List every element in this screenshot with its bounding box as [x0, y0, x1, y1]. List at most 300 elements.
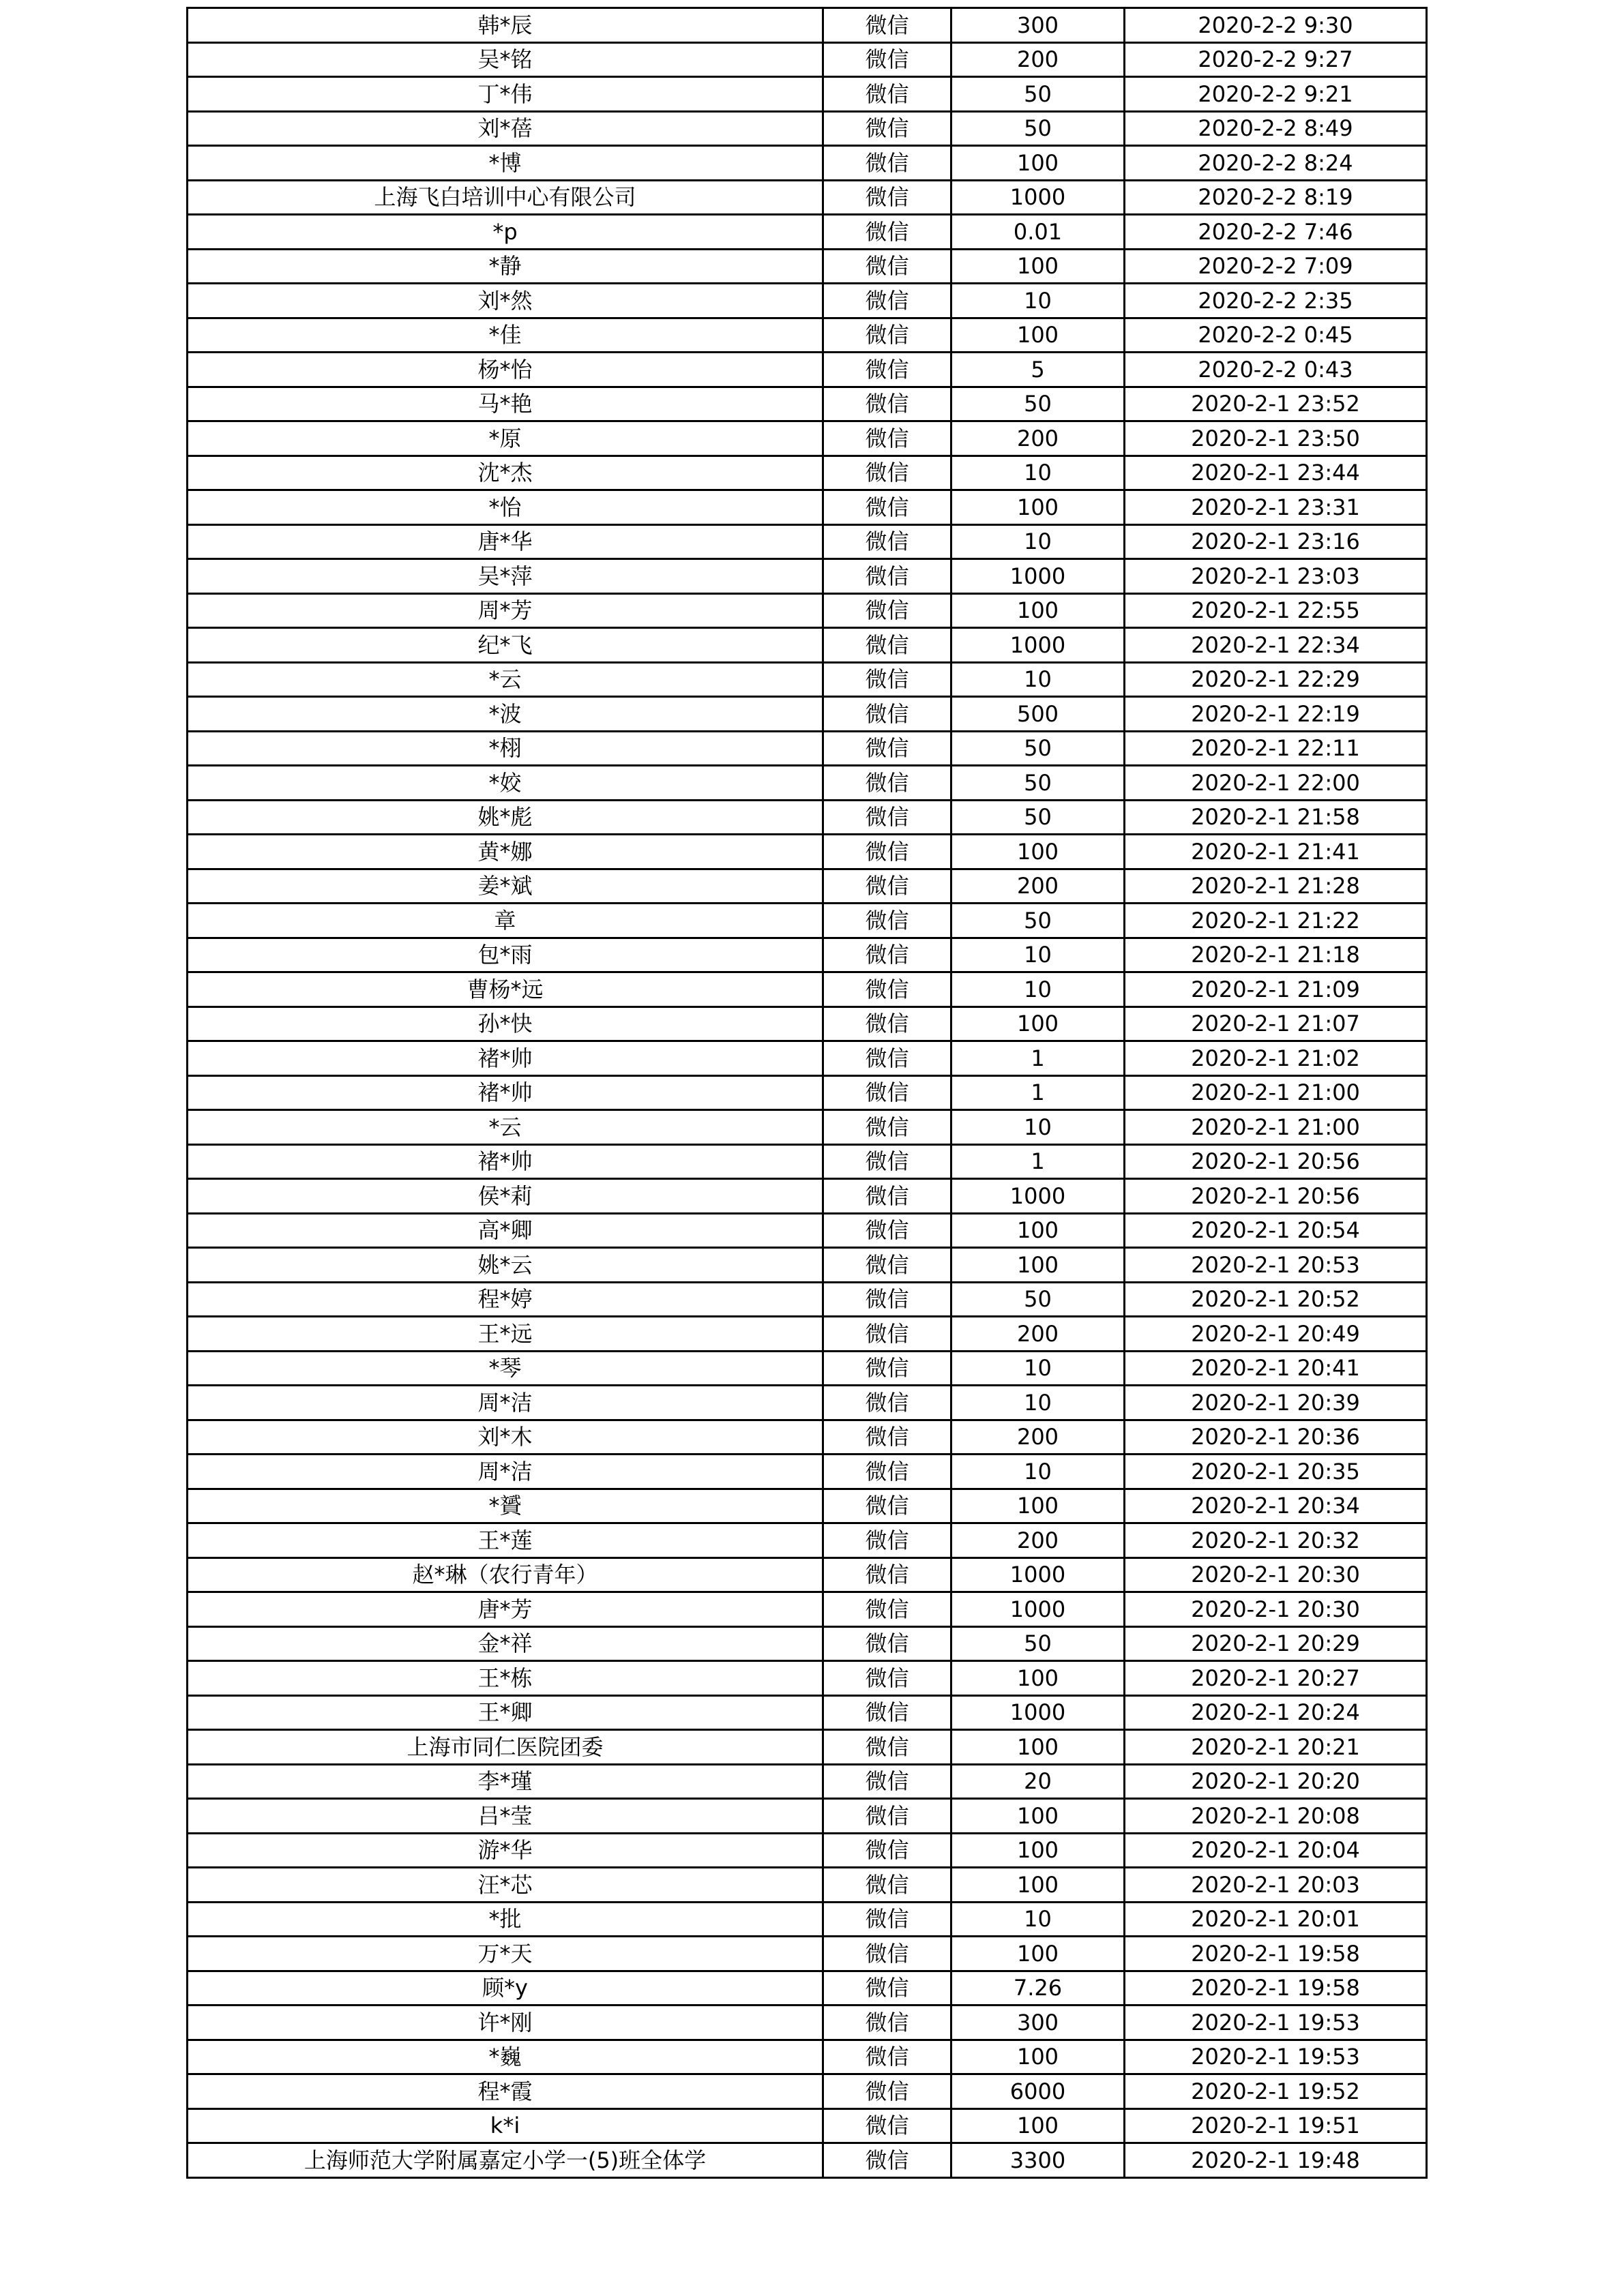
table-row [188, 524, 1427, 559]
payment-method-cell: 微信 [823, 1420, 951, 1455]
donor-name-cell: 章 [188, 904, 823, 938]
donor-name-cell: k*i [188, 2108, 823, 2143]
donor-name-cell: 王*远 [188, 1317, 823, 1352]
payment-method-cell: 微信 [823, 662, 951, 697]
payment-method-cell: 微信 [823, 1248, 951, 1283]
table-row [188, 146, 1427, 181]
payment-method-cell: 微信 [823, 524, 951, 559]
table-row [188, 593, 1427, 628]
amount-cell: 10 [951, 938, 1125, 972]
table-row [188, 972, 1427, 1007]
payment-method-cell: 微信 [823, 1868, 951, 1903]
table-row [188, 904, 1427, 938]
donor-name-cell: 马*艳 [188, 387, 823, 421]
timestamp-cell: 2020-2-1 20:39 [1125, 1386, 1427, 1420]
table-row [188, 1937, 1427, 1971]
amount-cell: 5 [951, 353, 1125, 387]
table-row [188, 421, 1427, 456]
table-row [188, 456, 1427, 490]
table-row [188, 1730, 1427, 1765]
timestamp-cell: 2020-2-1 21:18 [1125, 938, 1427, 972]
amount-cell: 1000 [951, 180, 1125, 215]
table-row [188, 835, 1427, 869]
amount-cell: 10 [951, 1351, 1125, 1386]
payment-method-cell: 微信 [823, 1799, 951, 1834]
timestamp-cell: 2020-2-1 20:56 [1125, 1144, 1427, 1179]
donor-name-cell: 上海市同仁医院团委 [188, 1730, 823, 1765]
table-row [188, 1971, 1427, 2006]
amount-cell: 20 [951, 1764, 1125, 1799]
table-row [188, 1041, 1427, 1076]
payment-method-cell: 微信 [823, 1902, 951, 1937]
payment-method-cell: 微信 [823, 835, 951, 869]
donor-name-cell: 刘*蓓 [188, 111, 823, 146]
timestamp-cell: 2020-2-1 21:07 [1125, 1007, 1427, 1041]
amount-cell: 50 [951, 111, 1125, 146]
donor-name-cell: *p [188, 215, 823, 250]
payment-method-cell: 微信 [823, 1764, 951, 1799]
payment-method-cell: 微信 [823, 353, 951, 387]
donor-name-cell: *云 [188, 662, 823, 697]
payment-method-cell: 微信 [823, 1592, 951, 1627]
payment-method-cell: 微信 [823, 1179, 951, 1214]
donor-name-cell: 吴*萍 [188, 559, 823, 594]
donor-name-cell: 王*栋 [188, 1661, 823, 1696]
payment-method-cell: 微信 [823, 628, 951, 663]
payment-method-cell: 微信 [823, 318, 951, 353]
amount-cell: 10 [951, 1110, 1125, 1145]
donor-name-cell: 顾*y [188, 1971, 823, 2006]
table-row [188, 318, 1427, 353]
table-row [188, 1695, 1427, 1730]
amount-cell: 100 [951, 593, 1125, 628]
timestamp-cell: 2020-2-2 7:09 [1125, 249, 1427, 284]
payment-method-cell: 微信 [823, 1213, 951, 1248]
table-row [188, 1213, 1427, 1248]
donor-name-cell: 唐*华 [188, 524, 823, 559]
timestamp-cell: 2020-2-1 20:27 [1125, 1661, 1427, 1696]
payment-method-cell: 微信 [823, 1833, 951, 1868]
amount-cell: 7.26 [951, 1971, 1125, 2006]
table-row [188, 2040, 1427, 2074]
payment-method-cell: 微信 [823, 800, 951, 835]
amount-cell: 500 [951, 697, 1125, 732]
table-row [188, 1282, 1427, 1317]
payment-method-cell: 微信 [823, 766, 951, 801]
payment-method-cell: 微信 [823, 1455, 951, 1489]
timestamp-cell: 2020-2-1 20:56 [1125, 1179, 1427, 1214]
amount-cell: 100 [951, 249, 1125, 284]
table-row [188, 2108, 1427, 2143]
donor-name-cell: 姜*斌 [188, 869, 823, 904]
payment-method-cell: 微信 [823, 421, 951, 456]
donor-name-cell: 姚*云 [188, 1248, 823, 1283]
amount-cell: 100 [951, 1661, 1125, 1696]
timestamp-cell: 2020-2-1 19:52 [1125, 2074, 1427, 2109]
timestamp-cell: 2020-2-1 20:29 [1125, 1626, 1427, 1661]
payment-method-cell: 微信 [823, 1386, 951, 1420]
amount-cell: 50 [951, 800, 1125, 835]
table-row [188, 800, 1427, 835]
donor-name-cell: 汪*芯 [188, 1868, 823, 1903]
amount-cell: 100 [951, 146, 1125, 181]
table-row [188, 1248, 1427, 1283]
donor-name-cell: *贇 [188, 1489, 823, 1523]
donor-name-cell: *怡 [188, 490, 823, 525]
amount-cell: 50 [951, 77, 1125, 112]
donor-name-cell: 周*洁 [188, 1386, 823, 1420]
payment-method-cell: 微信 [823, 1351, 951, 1386]
amount-cell: 100 [951, 1007, 1125, 1041]
amount-cell: 1 [951, 1075, 1125, 1110]
donor-name-cell: *批 [188, 1902, 823, 1937]
timestamp-cell: 2020-2-1 22:55 [1125, 593, 1427, 628]
timestamp-cell: 2020-2-1 23:50 [1125, 421, 1427, 456]
payment-method-cell: 微信 [823, 111, 951, 146]
payment-method-cell: 微信 [823, 1557, 951, 1592]
timestamp-cell: 2020-2-2 2:35 [1125, 284, 1427, 318]
timestamp-cell: 2020-2-2 9:30 [1125, 8, 1427, 43]
donor-name-cell: *佳 [188, 318, 823, 353]
timestamp-cell: 2020-2-1 21:28 [1125, 869, 1427, 904]
amount-cell: 100 [951, 318, 1125, 353]
payment-method-cell: 微信 [823, 1282, 951, 1317]
table-row [188, 2006, 1427, 2040]
payment-method-cell: 微信 [823, 731, 951, 766]
payment-method-cell: 微信 [823, 1626, 951, 1661]
table-row [188, 1420, 1427, 1455]
donor-name-cell: 黄*娜 [188, 835, 823, 869]
table-row [188, 249, 1427, 284]
timestamp-cell: 2020-2-1 20:34 [1125, 1489, 1427, 1523]
timestamp-cell: 2020-2-1 20:35 [1125, 1455, 1427, 1489]
table-row [188, 1317, 1427, 1352]
payment-method-cell: 微信 [823, 869, 951, 904]
payment-method-cell: 微信 [823, 1041, 951, 1076]
amount-cell: 10 [951, 662, 1125, 697]
donor-name-cell: 金*祥 [188, 1626, 823, 1661]
timestamp-cell: 2020-2-1 20:01 [1125, 1902, 1427, 1937]
timestamp-cell: 2020-2-1 23:16 [1125, 524, 1427, 559]
timestamp-cell: 2020-2-1 20:08 [1125, 1799, 1427, 1834]
payment-method-cell: 微信 [823, 2108, 951, 2143]
timestamp-cell: 2020-2-1 22:29 [1125, 662, 1427, 697]
timestamp-cell: 2020-2-2 9:21 [1125, 77, 1427, 112]
amount-cell: 300 [951, 8, 1125, 43]
amount-cell: 200 [951, 421, 1125, 456]
donor-name-cell: 程*霞 [188, 2074, 823, 2109]
donor-name-cell: *博 [188, 146, 823, 181]
table-row [188, 1110, 1427, 1145]
payment-method-cell: 微信 [823, 456, 951, 490]
donor-name-cell: 侯*莉 [188, 1179, 823, 1214]
donor-name-cell: 刘*然 [188, 284, 823, 318]
payment-method-cell: 微信 [823, 2074, 951, 2109]
donor-name-cell: *静 [188, 249, 823, 284]
timestamp-cell: 2020-2-1 20:49 [1125, 1317, 1427, 1352]
timestamp-cell: 2020-2-1 19:58 [1125, 1971, 1427, 2006]
amount-cell: 100 [951, 1868, 1125, 1903]
payment-method-cell: 微信 [823, 972, 951, 1007]
donor-name-cell: 万*天 [188, 1937, 823, 1971]
donor-name-cell: 褚*帅 [188, 1075, 823, 1110]
donor-name-cell: 程*婷 [188, 1282, 823, 1317]
donor-name-cell: *波 [188, 697, 823, 732]
table-row [188, 662, 1427, 697]
amount-cell: 1000 [951, 628, 1125, 663]
amount-cell: 100 [951, 1730, 1125, 1765]
payment-method-cell: 微信 [823, 1007, 951, 1041]
timestamp-cell: 2020-2-1 21:00 [1125, 1075, 1427, 1110]
payment-method-cell: 微信 [823, 77, 951, 112]
amount-cell: 100 [951, 1248, 1125, 1283]
amount-cell: 100 [951, 835, 1125, 869]
payment-method-cell: 微信 [823, 215, 951, 250]
donor-name-cell: 王*莲 [188, 1523, 823, 1558]
timestamp-cell: 2020-2-1 23:03 [1125, 559, 1427, 594]
timestamp-cell: 2020-2-1 21:41 [1125, 835, 1427, 869]
table-row [188, 766, 1427, 801]
table-row [188, 1351, 1427, 1386]
donor-name-cell: 李*瑾 [188, 1764, 823, 1799]
donor-name-cell: 包*雨 [188, 938, 823, 972]
amount-cell: 100 [951, 2108, 1125, 2143]
amount-cell: 100 [951, 1213, 1125, 1248]
amount-cell: 3300 [951, 2143, 1125, 2178]
donation-table-body [188, 8, 1427, 2178]
payment-method-cell: 微信 [823, 593, 951, 628]
amount-cell: 50 [951, 387, 1125, 421]
donor-name-cell: 上海师范大学附属嘉定小学一(5)班全体学 [188, 2143, 823, 2178]
table-row [188, 938, 1427, 972]
timestamp-cell: 2020-2-1 20:54 [1125, 1213, 1427, 1248]
timestamp-cell: 2020-2-1 22:00 [1125, 766, 1427, 801]
donor-name-cell: *栩 [188, 731, 823, 766]
timestamp-cell: 2020-2-1 23:31 [1125, 490, 1427, 525]
amount-cell: 1000 [951, 1557, 1125, 1592]
timestamp-cell: 2020-2-1 20:30 [1125, 1592, 1427, 1627]
table-row [188, 1799, 1427, 1834]
table-row [188, 1592, 1427, 1627]
timestamp-cell: 2020-2-1 23:52 [1125, 387, 1427, 421]
table-row [188, 2074, 1427, 2109]
payment-method-cell: 微信 [823, 1695, 951, 1730]
timestamp-cell: 2020-2-1 19:53 [1125, 2040, 1427, 2074]
donor-name-cell: 上海飞白培训中心有限公司 [188, 180, 823, 215]
payment-method-cell: 微信 [823, 697, 951, 732]
amount-cell: 50 [951, 1626, 1125, 1661]
payment-method-cell: 微信 [823, 1937, 951, 1971]
payment-method-cell: 微信 [823, 2040, 951, 2074]
payment-method-cell: 微信 [823, 1317, 951, 1352]
amount-cell: 1000 [951, 559, 1125, 594]
donor-name-cell: 姚*彪 [188, 800, 823, 835]
table-row [188, 2143, 1427, 2178]
table-row [188, 1489, 1427, 1523]
donor-name-cell: 丁*伟 [188, 77, 823, 112]
timestamp-cell: 2020-2-1 19:51 [1125, 2108, 1427, 2143]
donor-name-cell: 吴*铭 [188, 42, 823, 77]
table-row [188, 180, 1427, 215]
payment-method-cell: 微信 [823, 2006, 951, 2040]
table-row [188, 284, 1427, 318]
donor-name-cell: *云 [188, 1110, 823, 1145]
timestamp-cell: 2020-2-1 20:52 [1125, 1282, 1427, 1317]
payment-method-cell: 微信 [823, 284, 951, 318]
payment-method-cell: 微信 [823, 904, 951, 938]
payment-method-cell: 微信 [823, 387, 951, 421]
payment-method-cell: 微信 [823, 938, 951, 972]
timestamp-cell: 2020-2-1 21:02 [1125, 1041, 1427, 1076]
table-row [188, 353, 1427, 387]
timestamp-cell: 2020-2-1 20:36 [1125, 1420, 1427, 1455]
amount-cell: 10 [951, 524, 1125, 559]
timestamp-cell: 2020-2-1 20:32 [1125, 1523, 1427, 1558]
timestamp-cell: 2020-2-1 21:22 [1125, 904, 1427, 938]
donor-name-cell: 曹杨*远 [188, 972, 823, 1007]
timestamp-cell: 2020-2-1 20:03 [1125, 1868, 1427, 1903]
amount-cell: 10 [951, 1902, 1125, 1937]
amount-cell: 200 [951, 869, 1125, 904]
timestamp-cell: 2020-2-2 7:46 [1125, 215, 1427, 250]
timestamp-cell: 2020-2-1 19:53 [1125, 2006, 1427, 2040]
amount-cell: 100 [951, 490, 1125, 525]
table-row [188, 1007, 1427, 1041]
table-row [188, 1455, 1427, 1489]
table-row [188, 559, 1427, 594]
payment-method-cell: 微信 [823, 1489, 951, 1523]
donor-name-cell: 褚*帅 [188, 1144, 823, 1179]
amount-cell: 200 [951, 1317, 1125, 1352]
table-row [188, 1868, 1427, 1903]
donor-name-cell: 韩*辰 [188, 8, 823, 43]
amount-cell: 100 [951, 1799, 1125, 1834]
amount-cell: 50 [951, 766, 1125, 801]
payment-method-cell: 微信 [823, 1971, 951, 2006]
table-row [188, 1386, 1427, 1420]
donor-name-cell: 刘*木 [188, 1420, 823, 1455]
timestamp-cell: 2020-2-1 20:30 [1125, 1557, 1427, 1592]
table-row [188, 1902, 1427, 1937]
amount-cell: 1 [951, 1041, 1125, 1076]
amount-cell: 50 [951, 904, 1125, 938]
table-row [188, 490, 1427, 525]
timestamp-cell: 2020-2-1 19:48 [1125, 2143, 1427, 2178]
timestamp-cell: 2020-2-2 9:27 [1125, 42, 1427, 77]
timestamp-cell: 2020-2-1 20:21 [1125, 1730, 1427, 1765]
timestamp-cell: 2020-2-2 8:24 [1125, 146, 1427, 181]
amount-cell: 10 [951, 284, 1125, 318]
donor-name-cell: *姣 [188, 766, 823, 801]
amount-cell: 50 [951, 1282, 1125, 1317]
amount-cell: 200 [951, 1420, 1125, 1455]
donor-name-cell: 高*卿 [188, 1213, 823, 1248]
timestamp-cell: 2020-2-1 20:04 [1125, 1833, 1427, 1868]
payment-method-cell: 微信 [823, 2143, 951, 2178]
donor-name-cell: 唐*芳 [188, 1592, 823, 1627]
donor-name-cell: 吕*莹 [188, 1799, 823, 1834]
timestamp-cell: 2020-2-1 22:11 [1125, 731, 1427, 766]
amount-cell: 10 [951, 456, 1125, 490]
donation-table [186, 7, 1428, 2179]
payment-method-cell: 微信 [823, 1661, 951, 1696]
amount-cell: 300 [951, 2006, 1125, 2040]
timestamp-cell: 2020-2-1 20:53 [1125, 1248, 1427, 1283]
payment-method-cell: 微信 [823, 559, 951, 594]
table-row [188, 387, 1427, 421]
table-row [188, 42, 1427, 77]
donor-name-cell: 沈*杰 [188, 456, 823, 490]
table-row [188, 1144, 1427, 1179]
amount-cell: 100 [951, 1833, 1125, 1868]
amount-cell: 1000 [951, 1695, 1125, 1730]
timestamp-cell: 2020-2-2 8:49 [1125, 111, 1427, 146]
timestamp-cell: 2020-2-1 20:20 [1125, 1764, 1427, 1799]
payment-method-cell: 微信 [823, 1075, 951, 1110]
donor-name-cell: 杨*怡 [188, 353, 823, 387]
amount-cell: 10 [951, 1455, 1125, 1489]
amount-cell: 100 [951, 1937, 1125, 1971]
table-row [188, 8, 1427, 43]
donor-name-cell: 许*刚 [188, 2006, 823, 2040]
table-row [188, 1661, 1427, 1696]
amount-cell: 1000 [951, 1592, 1125, 1627]
timestamp-cell: 2020-2-1 20:41 [1125, 1351, 1427, 1386]
amount-cell: 100 [951, 1489, 1125, 1523]
table-row [188, 1764, 1427, 1799]
amount-cell: 10 [951, 1386, 1125, 1420]
donor-name-cell: *巍 [188, 2040, 823, 2074]
donor-name-cell: 纪*飞 [188, 628, 823, 663]
table-row [188, 111, 1427, 146]
payment-method-cell: 微信 [823, 8, 951, 43]
amount-cell: 0.01 [951, 215, 1125, 250]
timestamp-cell: 2020-2-1 23:44 [1125, 456, 1427, 490]
table-row [188, 697, 1427, 732]
donation-table-container [186, 7, 1426, 2179]
table-row [188, 628, 1427, 663]
amount-cell: 6000 [951, 2074, 1125, 2109]
payment-method-cell: 微信 [823, 490, 951, 525]
timestamp-cell: 2020-2-2 0:45 [1125, 318, 1427, 353]
table-row [188, 731, 1427, 766]
donor-name-cell: *原 [188, 421, 823, 456]
payment-method-cell: 微信 [823, 42, 951, 77]
payment-method-cell: 微信 [823, 146, 951, 181]
amount-cell: 1 [951, 1144, 1125, 1179]
timestamp-cell: 2020-2-1 21:09 [1125, 972, 1427, 1007]
amount-cell: 200 [951, 1523, 1125, 1558]
donor-name-cell: *琴 [188, 1351, 823, 1386]
donor-name-cell: 赵*琳（农行青年） [188, 1557, 823, 1592]
timestamp-cell: 2020-2-1 22:34 [1125, 628, 1427, 663]
timestamp-cell: 2020-2-2 0:43 [1125, 353, 1427, 387]
amount-cell: 10 [951, 972, 1125, 1007]
timestamp-cell: 2020-2-1 21:58 [1125, 800, 1427, 835]
payment-method-cell: 微信 [823, 1110, 951, 1145]
timestamp-cell: 2020-2-1 21:00 [1125, 1110, 1427, 1145]
amount-cell: 1000 [951, 1179, 1125, 1214]
timestamp-cell: 2020-2-2 8:19 [1125, 180, 1427, 215]
donor-name-cell: 周*洁 [188, 1455, 823, 1489]
donor-name-cell: 游*华 [188, 1833, 823, 1868]
payment-method-cell: 微信 [823, 249, 951, 284]
table-row [188, 77, 1427, 112]
timestamp-cell: 2020-2-1 20:24 [1125, 1695, 1427, 1730]
donor-name-cell: 王*卿 [188, 1695, 823, 1730]
table-row [188, 215, 1427, 250]
donor-name-cell: 孙*快 [188, 1007, 823, 1041]
